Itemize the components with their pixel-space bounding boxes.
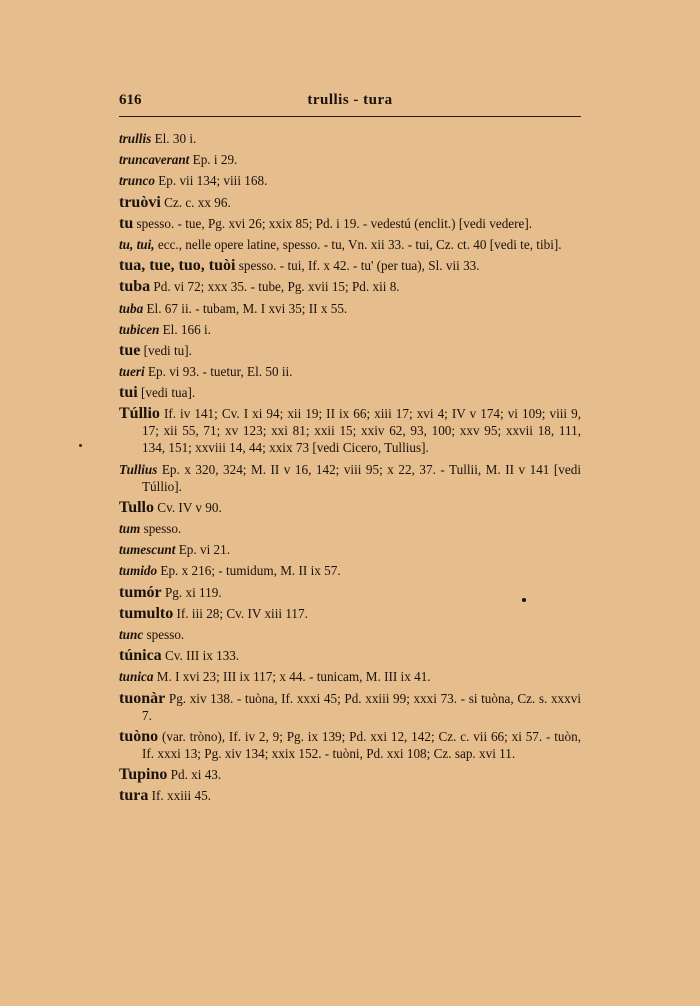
- headword: trullis: [119, 131, 152, 146]
- entry-body: (var. tròno), If. iv 2, 9; Pg. ix 139; Pd. xxi 12, 142; Cz. c. vii 66; xi 57. - tuòn, If. xxxi 13; Pg. xiv 134; xxix 152. - tuòni, Pd. xxi 108; Cz. sap. xvi 11.: [142, 728, 581, 761]
- entry-body: Ep. vi 21.: [175, 542, 231, 558]
- headword: tumescunt: [119, 542, 176, 558]
- entry-body: Cv. IV v 90.: [154, 499, 222, 515]
- entry-list: [119, 130, 581, 808]
- print-speck: [79, 444, 82, 447]
- headword: tunica: [119, 669, 154, 685]
- headword: tumór: [119, 583, 162, 601]
- entry-body: Pg. xi 119.: [161, 584, 222, 600]
- headword: Tullius: [119, 461, 158, 477]
- entry-truovi: [119, 194, 581, 211]
- headword: tu, tui,: [119, 236, 155, 252]
- entry-tunica-latin: [119, 668, 581, 685]
- entry-tunica: [119, 647, 581, 664]
- entry-body: ecc., nelle opere latine, spesso. - tu, Vn. xii 33. - tui, Cz. ct. 40 [vedi te, tibi].: [154, 236, 562, 252]
- entry-body: [vedi tu].: [140, 342, 192, 358]
- entry-tumulto: [119, 605, 581, 622]
- headword: tua, tue, tuo, tuòi: [119, 257, 236, 275]
- page-number: 616: [119, 92, 142, 108]
- headword: tu: [119, 214, 134, 232]
- entry-tullius: [119, 461, 581, 495]
- entry-body: Ep. vii 134; viii 168.: [154, 173, 268, 189]
- entry-tubicen: [119, 321, 581, 338]
- entry-tupino: [119, 766, 581, 783]
- entry-trunco: [119, 172, 581, 189]
- entry-tullio: [119, 405, 581, 456]
- entry-body: Ep. vi 93. - tuetur, El. 50 ii.: [144, 364, 293, 380]
- entry-tura: [119, 787, 581, 804]
- entry-body: Cv. III ix 133.: [161, 648, 240, 664]
- page-header: [119, 92, 581, 112]
- running-head: trullis - tura: [307, 92, 393, 108]
- entry-body: El. 67 ii. - tubam, M. I xvi 35; II x 55.: [143, 300, 348, 316]
- entry-body: Ep. x 216; - tumidum, M. II ix 57.: [157, 563, 341, 579]
- entry-body: El. 166 i.: [159, 321, 211, 337]
- headword: tumulto: [119, 604, 174, 622]
- entry-tu: [119, 215, 581, 232]
- entry-tua: [119, 257, 581, 274]
- headword: tuonàr: [119, 689, 166, 707]
- print-speck: [522, 598, 526, 602]
- entry-tullo: [119, 499, 581, 516]
- headword: tuòno: [119, 727, 159, 745]
- entry-tue: [119, 342, 581, 359]
- headword: túnica: [119, 647, 162, 665]
- headword: Tupino: [119, 765, 168, 783]
- entry-trullis: [119, 130, 581, 147]
- headword: truncaverant: [119, 152, 190, 168]
- entry-tuonar: [119, 690, 581, 724]
- entry-tui: [119, 384, 581, 401]
- entry-body: Pg. xiv 138. - tuòna, If. xxxi 45; Pd. xxiii 99; xxxi 73. - si tuòna, Cz. s. xxxvi 7.: [142, 690, 581, 723]
- entry-tunc: [119, 626, 581, 643]
- entry-truncaverant: [119, 151, 581, 168]
- entry-tueri: [119, 363, 581, 380]
- entry-tumescunt: [119, 541, 581, 558]
- headword: tue: [119, 341, 141, 359]
- headword: tum: [119, 521, 141, 536]
- entry-body: spesso.: [143, 626, 185, 642]
- entry-tu-tui: [119, 236, 581, 253]
- headword: Tullo: [119, 498, 154, 516]
- headword: tunc: [119, 626, 144, 642]
- entry-body: If. iv 141; Cv. I xi 94; xii 19; II ix 66; xiii 17; xvi 4; IV v 174; vi 109; viii 9, 17; xii 55, 71; xv 123; xxi 81; xxii 15; xxiv 62, 93, 100; xxv 95; xxvii 18, 111, 134, 151; xxviii 14, 44; xxix 73 [vedi Cicero, Tullius].: [142, 406, 581, 456]
- entry-body: spesso. - tue, Pg. xvi 26; xxix 85; Pd. i 19. - vedestú (enclit.) [vedi vedere].: [133, 215, 533, 231]
- entry-body: M. I xvi 23; III ix 117; x 44. - tunicam, M. III ix 41.: [153, 669, 431, 685]
- entry-body: spesso.: [140, 521, 182, 536]
- entry-tuba-latin: [119, 300, 581, 317]
- headword: tumido: [119, 563, 158, 579]
- entry-body: If. xxiii 45.: [148, 788, 211, 804]
- entry-tumido: [119, 562, 581, 579]
- entry-body: [vedi tua].: [137, 385, 196, 401]
- headword: tueri: [119, 364, 145, 380]
- entry-tuono: [119, 728, 581, 762]
- headword: truòvi: [119, 193, 161, 211]
- entry-body: Ep. x 320, 324; M. II v 16, 142; viii 95; x 22, 37. - Tullii, M. II v 141 [vedi Túllio].: [142, 461, 581, 494]
- headword: tura: [119, 787, 149, 805]
- entry-body: Ep. i 29.: [189, 152, 238, 168]
- entry-body: Cz. c. xx 96.: [160, 194, 231, 210]
- header-rule: [119, 116, 581, 117]
- headword: tubicen: [119, 321, 160, 337]
- entry-body: Pd. vi 72; xxx 35. - tube, Pg. xvii 15; Pd. xii 8.: [150, 279, 400, 295]
- headword: tuba: [119, 300, 144, 316]
- entry-tumor: [119, 584, 581, 601]
- entry-body: Pd. xi 43.: [167, 766, 222, 782]
- entry-tuba: [119, 278, 581, 295]
- entry-body: If. iii 28; Cv. IV xiii 117.: [173, 605, 308, 621]
- headword: Túllio: [119, 405, 160, 423]
- entry-body: El. 30 i.: [151, 131, 197, 146]
- headword: tui: [119, 384, 138, 402]
- entry-tum: [119, 520, 581, 537]
- entry-body: spesso. - tui, If. x 42. - tu' (per tua), Sl. vii 33.: [235, 258, 480, 274]
- headword: tuba: [119, 278, 151, 296]
- headword: trunco: [119, 173, 155, 189]
